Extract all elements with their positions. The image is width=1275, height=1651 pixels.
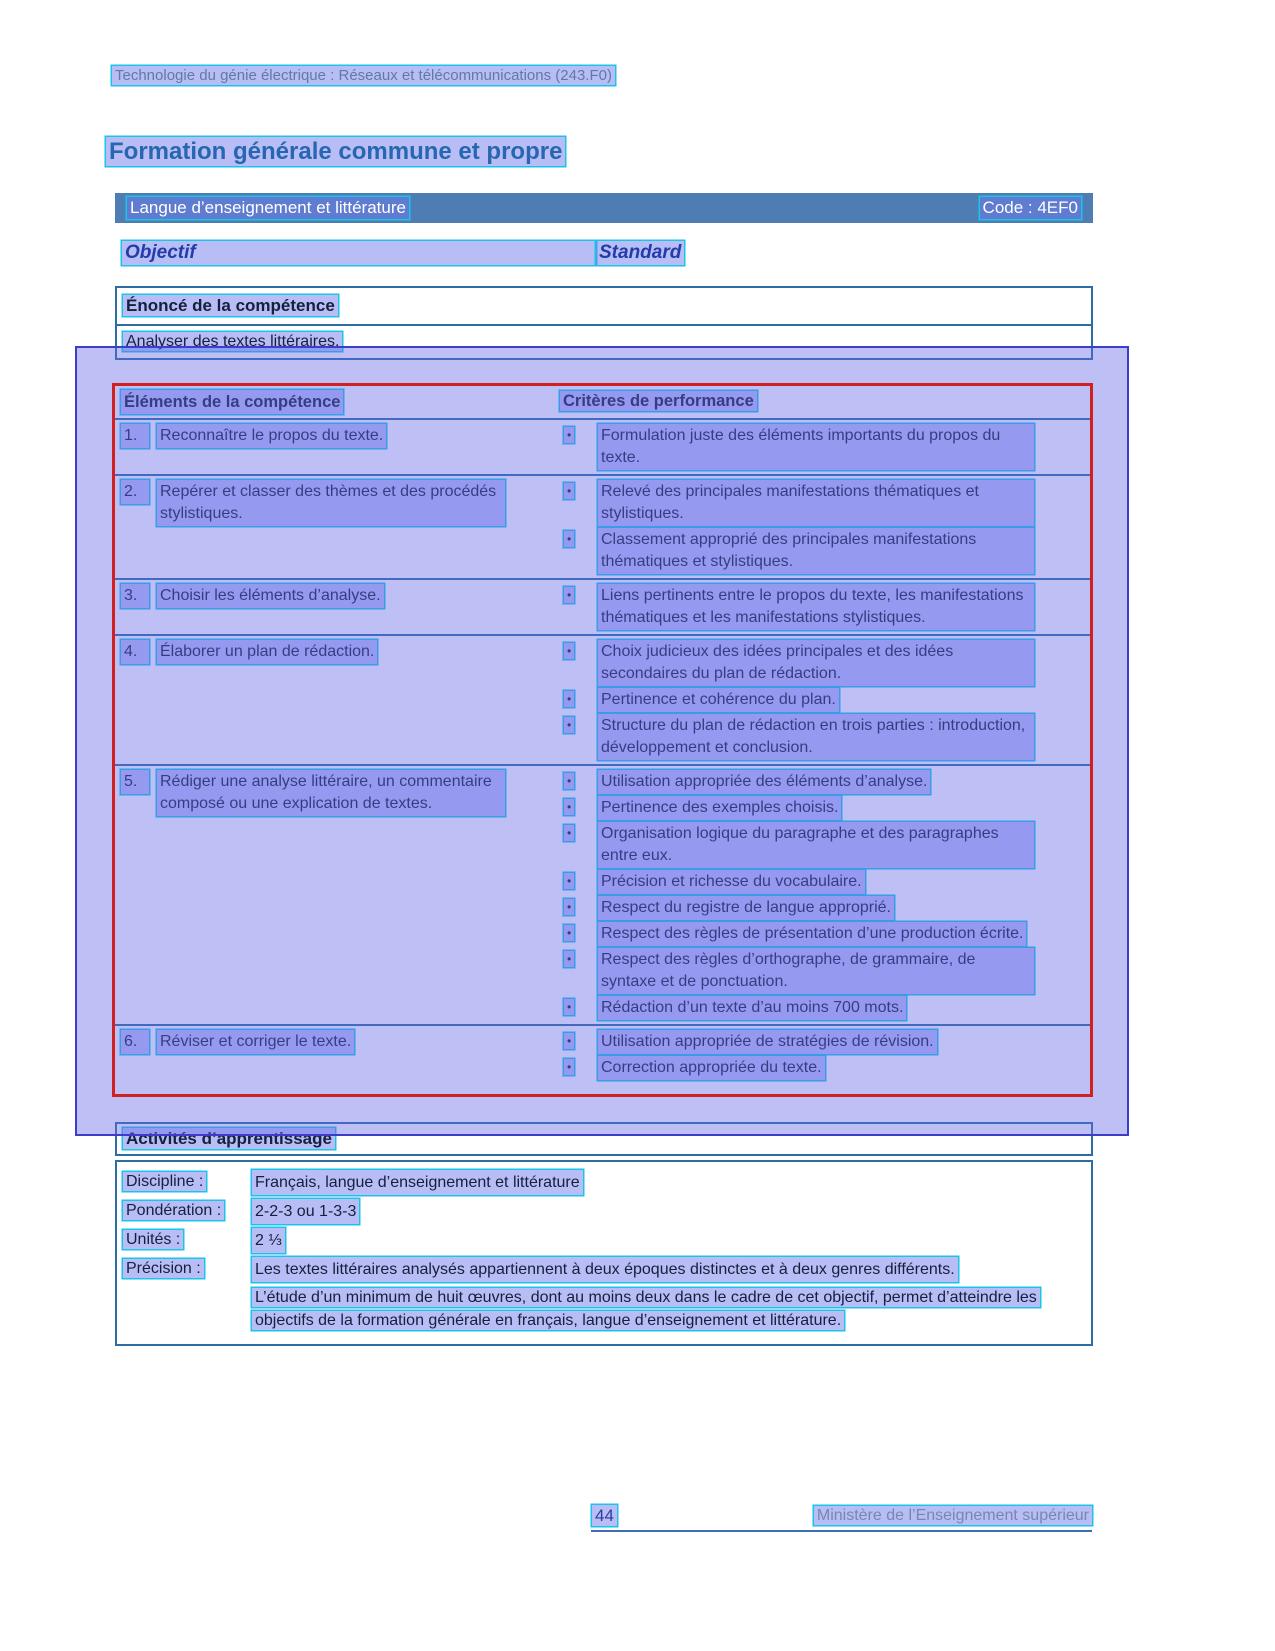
criterion-text: Précision et richesse du vocabulaire. (598, 870, 865, 894)
table-header-row (115, 386, 1090, 418)
precision-label: Précision : (123, 1259, 204, 1278)
bullet-icon: • (564, 873, 574, 889)
discipline-value: Français, langue d’enseignement et littérature (252, 1170, 583, 1195)
column-headings (122, 241, 684, 265)
ministry-text: Ministère de l’Enseignement supérieur (814, 1506, 1092, 1525)
table-row (115, 474, 1090, 578)
table-row (115, 1024, 1090, 1084)
bullet-icon: • (564, 717, 574, 733)
bullet-icon: • (564, 951, 574, 967)
criterion-text: Formulation juste des éléments importants du propos du texte. (598, 424, 1034, 470)
table-header-cell-elements (115, 390, 552, 414)
bullet-icon: • (564, 1059, 574, 1075)
enonce-heading: Énoncé de la compétence (123, 295, 338, 316)
criterion-text: Classement approprié des principales manifestations thématiques et stylistiques. (598, 528, 1034, 574)
criterion (552, 896, 1082, 920)
detail-row-ponderation (123, 1199, 1081, 1224)
criterion (552, 1056, 1082, 1080)
criterion-text: Pertinence des exemples choisis. (598, 796, 841, 820)
criterion-text: Choix judicieux des idées principales et des idées secondaires du plan de rédaction. (598, 640, 1034, 686)
element-number: 4. (121, 640, 149, 664)
criterion (552, 922, 1082, 946)
bullet-icon: • (564, 531, 574, 547)
table-row (115, 418, 1090, 474)
bullet-icon: • (564, 691, 574, 707)
footer-ministry (814, 1507, 1092, 1525)
table-header-cell-criteres (552, 390, 1090, 414)
enonce-statement-row (117, 326, 1091, 358)
footer-rule (591, 1530, 1092, 1532)
table-header-elements: Éléments de la compétence (121, 390, 343, 414)
criterion (552, 528, 1082, 574)
criterion-text: Organisation logique du paragraphe et des paragraphes entre eux. (598, 822, 1034, 868)
criterion (552, 948, 1082, 994)
enonce-box (115, 286, 1093, 360)
table-row (115, 578, 1090, 634)
element-number: 2. (121, 480, 149, 504)
criterion (552, 714, 1082, 760)
bullet-icon: • (564, 899, 574, 915)
element-text: Repérer et classer des thèmes et des procédés stylistiques. (157, 480, 505, 526)
criterion-text: Utilisation appropriée des éléments d’analyse. (598, 770, 930, 794)
precision-note: L’étude d’un minimum de huit œuvres, dont au moins deux dans le cadre de cet objectif, permet d’atteindre les objectifs de la formation générale en français, langue d’enseignement et littérature. (252, 1288, 1040, 1330)
criterion (552, 640, 1082, 686)
section-title-text: Formation générale commune et propre (106, 137, 565, 166)
competence-table (115, 386, 1090, 1084)
criterion (552, 480, 1082, 526)
activites-heading: Activités d’apprentissage (123, 1128, 335, 1149)
element-number: 1. (121, 424, 149, 448)
page-number-text: 44 (592, 1505, 617, 1526)
element-text: Élaborer un plan de rédaction. (157, 640, 377, 664)
precision-note-row (252, 1286, 1042, 1332)
criteria-cell (552, 640, 1090, 760)
criterion (552, 424, 1082, 470)
bullet-icon: • (564, 773, 574, 789)
element-cell (115, 480, 552, 574)
table-row (115, 764, 1090, 1024)
criteria-cell (552, 770, 1090, 1020)
criterion-text: Respect du registre de langue approprié. (598, 896, 894, 920)
element-number: 5. (121, 770, 149, 794)
course-title-bar (115, 193, 1093, 223)
element-cell (115, 424, 552, 470)
criterion (552, 770, 1082, 794)
criteria-cell (552, 480, 1090, 574)
criterion-text: Utilisation appropriée de stratégies de révision. (598, 1030, 937, 1054)
criteria-cell (552, 424, 1090, 470)
criterion-text: Respect des règles d’orthographe, de grammaire, de syntaxe et de ponctuation. (598, 948, 1034, 994)
table-header-criteres: Critères de performance (560, 391, 757, 411)
element-text: Réviser et corriger le texte. (157, 1030, 354, 1054)
criterion (552, 822, 1082, 868)
bullet-icon: • (564, 799, 574, 815)
ponderation-value: 2-2-3 ou 1-3-3 (252, 1199, 359, 1224)
bullet-icon: • (564, 427, 574, 443)
criteria-cell (552, 1030, 1090, 1080)
criterion (552, 870, 1082, 894)
footer-page-number (592, 1506, 617, 1526)
element-number: 3. (121, 584, 149, 608)
unites-label: Unités : (123, 1230, 183, 1249)
discipline-label: Discipline : (123, 1172, 206, 1191)
criterion-text: Pertinence et cohérence du plan. (598, 688, 839, 712)
criterion (552, 796, 1082, 820)
details-box (115, 1160, 1093, 1346)
course-title: Langue d’enseignement et littérature (127, 197, 409, 219)
course-code: Code : 4EF0 (980, 197, 1081, 219)
element-text: Reconnaître le propos du texte. (157, 424, 386, 448)
detail-row-unites (123, 1228, 1081, 1253)
unites-value: 2 ⅓ (252, 1228, 285, 1253)
element-cell (115, 770, 552, 1020)
criterion-text: Respect des règles de présentation d’une production écrite. (598, 922, 1026, 946)
detail-row-discipline (123, 1170, 1081, 1195)
element-text: Choisir les éléments d’analyse. (157, 584, 384, 608)
table-row (115, 634, 1090, 764)
element-text: Rédiger une analyse littéraire, un commentaire composé ou une explication de textes. (157, 770, 505, 816)
bullet-icon: • (564, 999, 574, 1015)
bullet-icon: • (564, 643, 574, 659)
precision-value: Les textes littéraires analysés appartiennent à deux époques distinctes et à deux genres différents. (252, 1257, 958, 1282)
enonce-statement: Analyser des textes littéraires. (123, 332, 342, 351)
bullet-icon: • (564, 825, 574, 841)
column-heading-objectif: Objectif (122, 241, 596, 265)
activites-box (115, 1122, 1093, 1156)
column-heading-standard: Standard (596, 241, 684, 265)
running-header (112, 67, 615, 84)
element-cell (115, 640, 552, 760)
criterion-text: Structure du plan de rédaction en trois parties : introduction, développement et conclusion. (598, 714, 1034, 760)
element-cell (115, 1030, 552, 1080)
criterion-text: Rédaction d’un texte d’au moins 700 mots. (598, 996, 906, 1020)
bullet-icon: • (564, 483, 574, 499)
criterion (552, 996, 1082, 1020)
criterion-text: Correction appropriée du texte. (598, 1056, 825, 1080)
criteria-cell (552, 584, 1090, 630)
criterion-text: Relevé des principales manifestations thématiques et stylistiques. (598, 480, 1034, 526)
enonce-heading-row (117, 288, 1091, 326)
criterion-text: Liens pertinents entre le propos du texte, les manifestations thématiques et les manifestations stylistiques. (598, 584, 1034, 630)
criterion (552, 584, 1082, 630)
element-cell (115, 584, 552, 630)
section-title (106, 138, 565, 166)
bullet-icon: • (564, 587, 574, 603)
bullet-icon: • (564, 1033, 574, 1049)
ponderation-label: Pondération : (123, 1201, 224, 1220)
bullet-icon: • (564, 925, 574, 941)
detail-row-precision (123, 1257, 1081, 1282)
criterion (552, 1030, 1082, 1054)
element-number: 6. (121, 1030, 149, 1054)
running-header-text: Technologie du génie électrique : Réseaux et télécommunications (243.F0) (112, 66, 615, 85)
criterion (552, 688, 1082, 712)
